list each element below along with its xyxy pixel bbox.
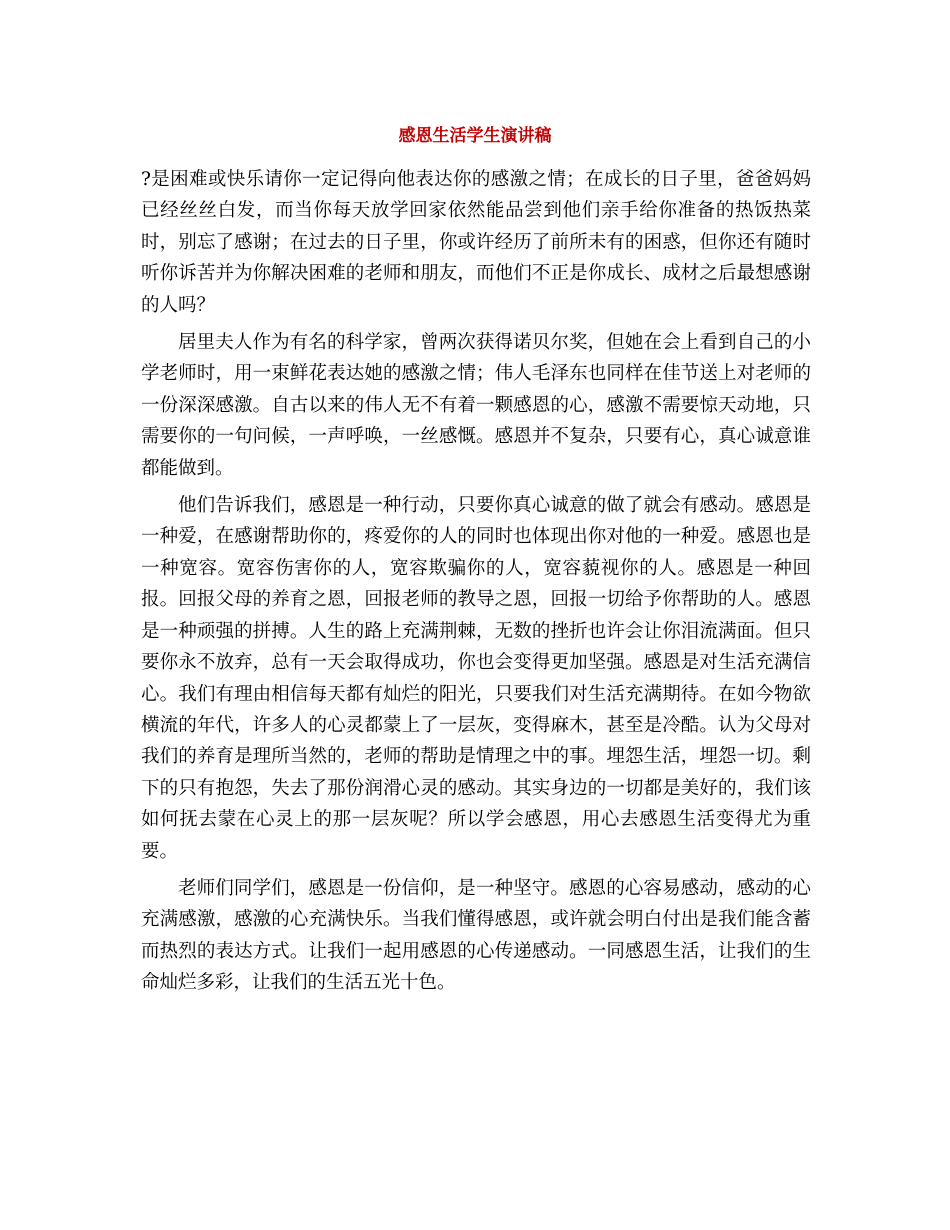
paragraph-4: 老师们同学们，感恩是一份信仰，是一种坚守。感恩的心容易感动，感动的心充满感激，感激的心充满快乐。当我们懂得感恩，或许就会明白付出是我们能含蓄而热烈的表达方式。让我们一起用感恩的心传递感动。一同感恩生活，让我们的生命灿烂多彩，让我们的生活五光十色。 [141, 877, 811, 994]
paragraph-1: ?是困难或快乐请你一定记得向他表达你的感激之情；在成长的日子里，爸爸妈妈已经丝丝白发，而当你每天放学回家依然能品尝到他们亲手给你准备的热饭热菜时，别忘了感谢；在过去的日子里，你或许经历了前所未有的困惑，但你还有随时听你诉苦并为你解决困难的老师和朋友，而他们不正是你成长、成材之后最想感谢的人吗？ [141, 169, 811, 316]
document-body [141, 164, 811, 999]
paragraph-3: 他们告诉我们，感恩是一种行动，只要你真心诚意的做了就会有感动。感恩是一种爱，在感谢帮助你的，疼爱你的人的同时也体现出你对他的一种爱。感恩也是一种宽容。宽容伤害你的人，宽容欺骗你的人，宽容藐视你的人。感恩是一种回报。回报父母的养育之恩，回报老师的教导之恩，回报一切给予你帮助的人。感恩是一种顽强的拼搏。人生的路上充满荆棘，无数的挫折也许会让你泪流满面。但只要你永不放弃，总有一天会取得成功，你也会变得更加坚强。感恩是对生活充满信心。我们有理由相信每天都有灿烂的阳光，只要我们对生活充满期待。在如今物欲横流的年代，许多人的心灵都蒙上了一层灰，变得麻木，甚至是冷酷。认为父母对我们的养育是理所当然的，老师的帮助是情理之中的事。埋怨生活，埋怨一切。剩下的只有抱怨，失去了那份润滑心灵的感动。其实身边的一切都是美好的，我们该如何抚去蒙在心灵上的那一层灰呢？所以学会感恩，用心去感恩生活变得尤为重要。 [141, 495, 811, 862]
paragraph-2: 居里夫人作为有名的科学家，曾两次获得诺贝尔奖，但她在会上看到自己的小学老师时，用一束鲜花表达她的感激之情；伟人毛泽东也同样在佳节送上对老师的一份深深感激。自古以来的伟人无不有着一颗感恩的心，感激不需要惊天动地，只需要你的一句问候，一声呼唤，一丝感慨。感恩并不复杂，只要有心，真心诚意谁都能做到。 [141, 332, 811, 479]
page-title: 感恩生活学生演讲稿 [398, 126, 552, 146]
